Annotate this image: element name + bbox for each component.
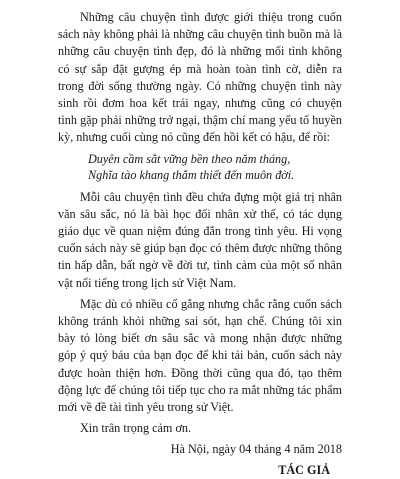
poem-quote — [88, 151, 342, 183]
paragraph-intro: Những câu chuyện tình được giới thiệu trong cuốn sách này không phải là những câu chuyện tình buồn mà là những câu chuyện tình đẹp, đó là những mối tình không có sự sắp đặt gượng ép mà hoàn toàn tình cờ, diễn ra trong đời sống thường ngày. Có những chuyện tình này sinh rồi đơm hoa kết trái ngay, nhưng cũng có chuyện tình gặp phải những trở ngại, thậm chí mang yếu tố huyền kỳ, nhưng cuối cùng nó cũng đến hồi kết có hậu, để rồi: — [58, 10, 342, 145]
signature-date: Hà Nội, ngày 04 tháng 4 năm 2018 — [170, 442, 342, 457]
poem-line-1: Duyên cầm sắt vững bền theo năm tháng, — [88, 151, 291, 166]
poem-line-2: Nghĩa tào khang thắm thiết đến muôn đời. — [88, 167, 295, 182]
paragraph-thanks: Mặc dù có nhiều cố gắng nhưng chắc rằng cuốn sách không tránh khỏi những sai sót, hạn chế. Chúng tôi xin bày tỏ lòng biết ơn sâu sắc và mong nhận được những góp ý quý báu của bạn đọc để khi tái bản, cuốn sách này được hoàn thiện hơn. Đồng thời cũng qua đó, tạo thêm động lực để chúng tôi tiếp tục cho ra mắt những tác phẩm mới về đề tài tình yêu trong sử Việt. — [58, 296, 342, 415]
paragraph-value: Mỗi câu chuyện tình đều chứa đựng một giá trị nhân văn sâu sắc, nó là bài học đối nhân xử thế, có tác dụng giáo dục về quan niệm đúng đắn trong tình yêu. Hi vọng cuốn sách này sẽ giúp bạn đọc có thêm được những thông tin hấp dẫn, bất ngờ về đời tư, tình cảm của một số nhân vật nổi tiếng trong lịch sử Việt Nam. — [58, 189, 342, 290]
signature-author: TÁC GIẢ — [278, 462, 330, 477]
closing-line: Xin trân trọng cảm ơn. — [80, 421, 192, 436]
